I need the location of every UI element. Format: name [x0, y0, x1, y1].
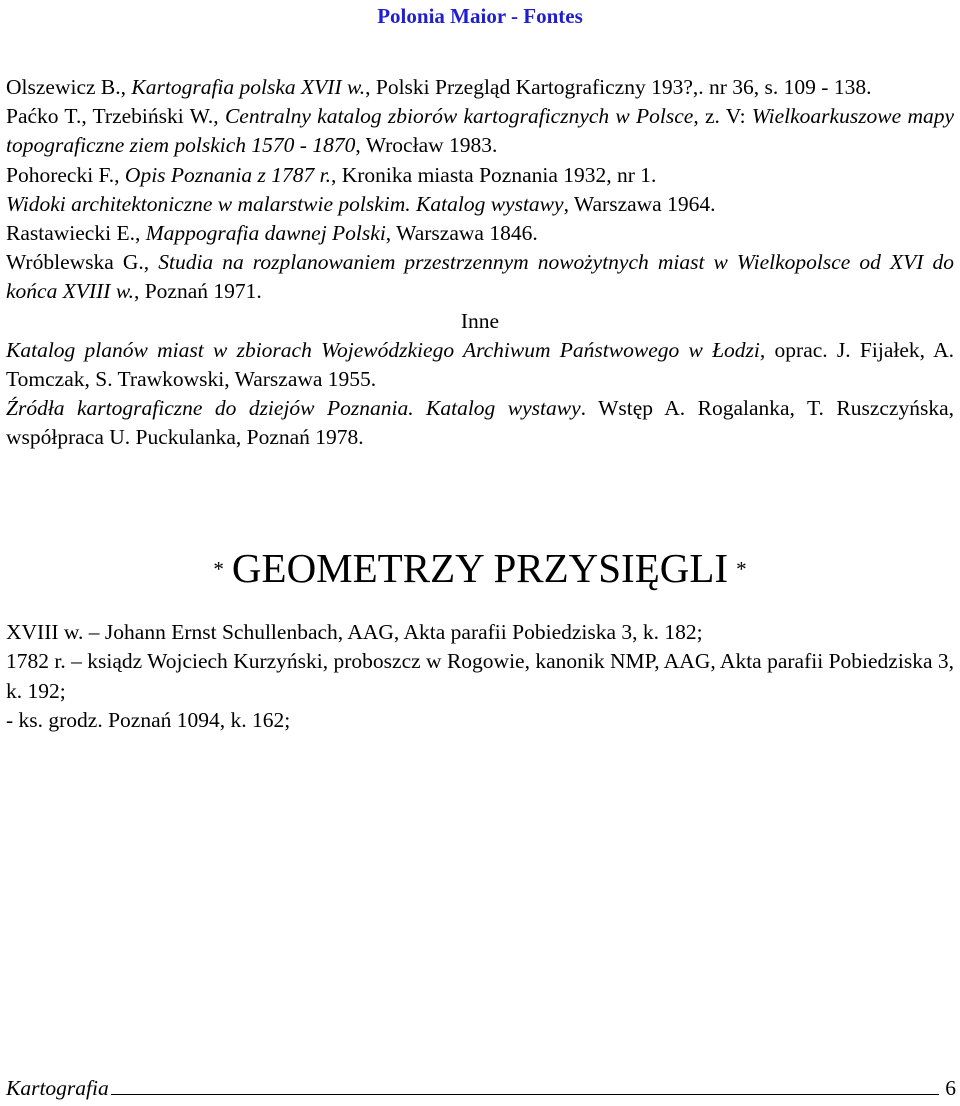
page-number: 6 [945, 1076, 956, 1100]
section-title-text: GEOMETRZY PRZYSIĘGLI [231, 545, 729, 591]
bib-entry: Pohorecki F., Opis Poznania z 1787 r., Kronika miasta Poznania 1932, nr 1. [6, 162, 657, 187]
bib-entry: Źródła kartograficzne do dziejów Poznania. Katalog wystawy. Wstęp A. Rogalanka, T. Ruszczyńska, współpraca U. Puckulanka, Poznań 1978. [6, 396, 954, 450]
bib-entry: Katalog planów miast w zbiorach Wojewódzkiego Archiwum Państwowego w Łodzi, oprac. J. Fijałek, A. Tomczak, S. Trawkowski, Warszawa 1955. [6, 337, 954, 392]
asterisk-left: * [213, 557, 224, 581]
bibliography [6, 73, 954, 453]
section-title [0, 538, 960, 599]
bib-entry: Olszewicz B., Kartografia polska XVII w., Polski Przegląd Kartograficzny 193?,. nr 36, s. 109 - 138. [6, 75, 872, 99]
bib-entry: Rastawiecki E., Mappografia dawnej Polski, Warszawa 1846. [6, 221, 538, 246]
section-subheading-inne: Inne [460, 308, 500, 333]
geometrzy-entry: 1782 r. – ksiądz Wojciech Kurzyński, proboszcz w Rogowie, kanonik NMP, AAG, Akta parafii Pobiedziska 3, k. 192; [6, 649, 954, 703]
page-footer [6, 1074, 956, 1101]
page-header: Polonia Maior - Fontes [377, 4, 583, 28]
bib-entry: Widoki architektoniczne w malarstwie polskim. Katalog wystawy, Warszawa 1964. [6, 191, 716, 216]
bib-entry: Paćko T., Trzebiński W., Centralny katalog zbiorów kartograficznych w Polsce, z. V: Wielkoarkuszowe mapy topograficzne ziem polskich 1570 - 1870, Wrocław 1983. [6, 104, 955, 158]
geometrzy-entry: - ks. grodz. Poznań 1094, k. 162; [6, 707, 291, 732]
geometrzy-list [6, 618, 954, 735]
bib-entry: Wróblewska G., Studia na rozplanowaniem przestrzennym nowożytnych miast w Wielkopolsce od XVI do końca XVIII w., Poznań 1971. [6, 250, 954, 304]
geometrzy-entry: XVIII w. – Johann Ernst Schullenbach, AAG, Akta parafii Pobiedziska 3, k. 182; [6, 620, 703, 644]
asterisk-right: * [736, 557, 747, 581]
footer-title: Kartografia [6, 1076, 109, 1100]
footer-rule [111, 1074, 940, 1095]
